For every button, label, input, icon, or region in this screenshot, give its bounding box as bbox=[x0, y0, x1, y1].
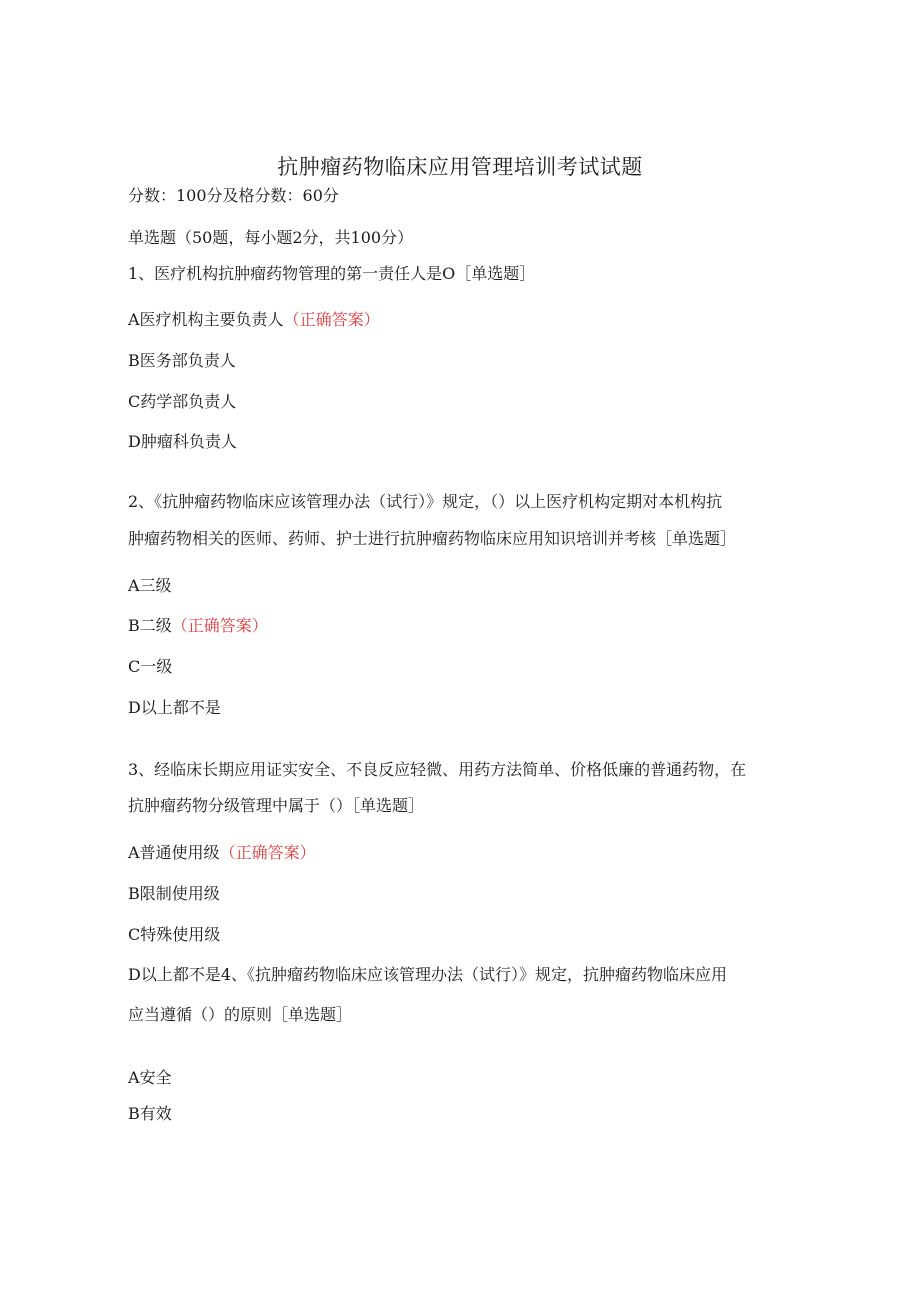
option-text: A医疗机构主要负责人 bbox=[128, 310, 284, 329]
score-line: 分数：100分及格分数：60分 bbox=[128, 186, 339, 205]
correct-answer-mark: （正确答案） bbox=[171, 616, 268, 635]
question-1-option-d: D肿瘤科负责人 bbox=[128, 432, 237, 451]
question-3-option-b: B限制使用级 bbox=[128, 884, 220, 903]
question-3-stem-line-1: 3、经临床长期应用证实安全、不良反应轻微、用药方法简单、价格低廉的普通药物，在 bbox=[128, 760, 747, 779]
question-2-stem-line-1: 2、《抗肿瘤药物临床应该管理办法（试行）》规定，（）以上医疗机构定期对本机构抗 bbox=[128, 492, 723, 511]
question-4-stem-line-2: 应当遵循（）的原则［单选题］ bbox=[128, 1005, 353, 1024]
option-text: B二级 bbox=[128, 616, 172, 635]
question-4-option-b: B有效 bbox=[128, 1104, 172, 1123]
question-2-option-b bbox=[128, 616, 268, 636]
correct-answer-mark: （正确答案） bbox=[219, 843, 316, 862]
question-1-option-c: C药学部负责人 bbox=[128, 392, 237, 411]
option-text: A普通使用级 bbox=[128, 843, 220, 862]
question-2-option-a: A三级 bbox=[128, 576, 172, 595]
section-heading: 单选题（50题，每小题2分，共100分） bbox=[128, 228, 414, 247]
question-1-option-a bbox=[128, 310, 380, 330]
question-1-stem: 1、医疗机构抗肿瘤药物管理的第一责任人是O［单选题］ bbox=[128, 264, 536, 283]
page-title: 抗肿瘤药物临床应用管理培训考试试题 bbox=[277, 155, 643, 179]
question-3-option-d-and-question-4-stem: D以上都不是4、《抗肿瘤药物临床应该管理办法（试行）》规定，抗肿瘤药物临床应用 bbox=[128, 965, 728, 984]
question-3-stem-line-2: 抗肿瘤药物分级管理中属于（）［单选题］ bbox=[128, 796, 425, 815]
question-1-option-b: B医务部负责人 bbox=[128, 351, 236, 370]
question-4-option-a: A安全 bbox=[128, 1068, 172, 1087]
question-3-option-a bbox=[128, 843, 316, 863]
question-2-option-d: D以上都不是 bbox=[128, 698, 221, 717]
correct-answer-mark: （正确答案） bbox=[283, 310, 380, 329]
question-2-option-c: C一级 bbox=[128, 657, 173, 676]
question-3-option-c: C特殊使用级 bbox=[128, 925, 221, 944]
question-2-stem-line-2: 肿瘤药物相关的医师、药师、护士进行抗肿瘤药物临床应用知识培训并考核［单选题］ bbox=[128, 529, 737, 548]
